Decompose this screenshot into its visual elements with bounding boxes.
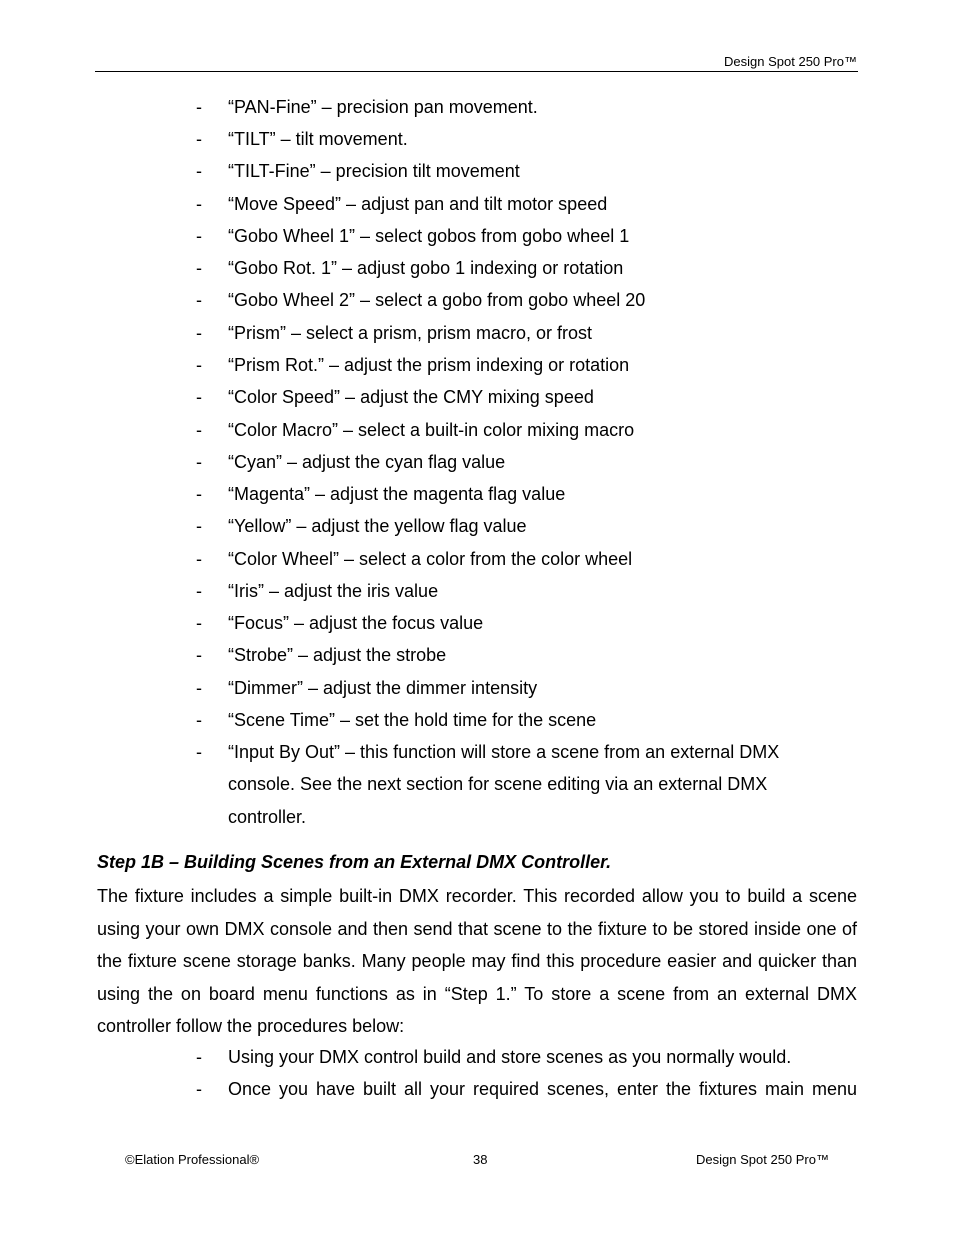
- bullet-dash: -: [196, 387, 202, 407]
- list-item-text: “Input By Out” – this function will store a scene from an external DMX console. See the next section for scene editing via an external DMX controller.: [228, 742, 780, 827]
- list-item-text: “Color Macro” – select a built-in color mixing macro: [228, 420, 635, 440]
- list-item-text: “TILT” – tilt movement.: [228, 129, 408, 149]
- list-item-text: Using your DMX control build and store scenes as you normally would.: [228, 1047, 792, 1067]
- bullet-dash: -: [196, 129, 202, 149]
- bullet-dash: -: [196, 613, 202, 633]
- list-item-text: “Iris” – adjust the iris value: [228, 581, 439, 601]
- bullet-dash: -: [196, 484, 202, 504]
- list-item-text: “Prism Rot.” – adjust the prism indexing or rotation: [228, 355, 630, 375]
- bullet-dash: -: [196, 355, 202, 375]
- bullet-dash: -: [196, 549, 202, 569]
- list-item-text: “Focus” – adjust the focus value: [228, 613, 484, 633]
- bullet-dash: -: [196, 678, 202, 698]
- bullet-dash: -: [196, 97, 202, 117]
- footer-copyright: ©Elation Professional®: [125, 1152, 260, 1167]
- header-divider: [95, 71, 858, 72]
- list-item-text: “TILT-Fine” – precision tilt movement: [228, 161, 520, 181]
- list-item-text: “Gobo Wheel 2” – select a gobo from gobo wheel 20: [228, 290, 646, 310]
- list-item-text: “Color Wheel” – select a color from the color wheel: [228, 549, 633, 569]
- bullet-dash: -: [196, 581, 202, 601]
- list-item-text: “Color Speed” – adjust the CMY mixing speed: [228, 387, 594, 407]
- bullet-dash: -: [196, 742, 202, 762]
- bullet-dash: -: [196, 1047, 202, 1067]
- footer-title: Design Spot 250 Pro™: [696, 1152, 829, 1167]
- section-heading: Step 1B – Building Scenes from an External DMX Controller.: [97, 852, 612, 872]
- list-item-text: “Cyan” – adjust the cyan flag value: [228, 452, 506, 472]
- list-item-text: “Magenta” – adjust the magenta flag value: [228, 484, 566, 504]
- bullet-dash: -: [196, 710, 202, 730]
- header-title: Design Spot 250 Pro™: [724, 54, 857, 69]
- section-paragraph: The fixture includes a simple built-in DMX recorder. This recorded allow you to build a scene using your own DMX console and then send that scene to the fixture to be stored inside one of the fixture scene storage banks. Many people may find this procedure easier and quicker than using the on board menu functions as in “Step 1.” To store a scene from an external DMX controller follow the procedures below:: [97, 886, 857, 1036]
- page-number: 38: [473, 1152, 488, 1167]
- list-item-text: “Move Speed” – adjust pan and tilt motor speed: [228, 194, 608, 214]
- bullet-dash: -: [196, 420, 202, 440]
- bullet-dash: -: [196, 226, 202, 246]
- list-item-text: “Prism” – select a prism, prism macro, or frost: [228, 323, 593, 343]
- bullet-dash: -: [196, 516, 202, 536]
- bullet-dash: -: [196, 1079, 202, 1099]
- list-item-text: Once you have built all your required scenes, enter the fixtures main menu: [228, 1079, 857, 1099]
- list-item-text: “PAN-Fine” – precision pan movement.: [228, 97, 538, 117]
- list-item-text: “Yellow” – adjust the yellow flag value: [228, 516, 527, 536]
- list-item-text: “Dimmer” – adjust the dimmer intensity: [228, 678, 538, 698]
- bullet-dash: -: [196, 161, 202, 181]
- bullet-dash: -: [196, 452, 202, 472]
- list-item-text: “Gobo Wheel 1” – select gobos from gobo wheel 1: [228, 226, 630, 246]
- list-item-text: “Scene Time” – set the hold time for the scene: [228, 710, 597, 730]
- list-item-text: “Gobo Rot. 1” – adjust gobo 1 indexing or rotation: [228, 258, 624, 278]
- bullet-dash: -: [196, 194, 202, 214]
- bullet-dash: -: [196, 323, 202, 343]
- list-item-text: “Strobe” – adjust the strobe: [228, 645, 447, 665]
- bullet-dash: -: [196, 290, 202, 310]
- bullet-dash: -: [196, 645, 202, 665]
- bullet-dash: -: [196, 258, 202, 278]
